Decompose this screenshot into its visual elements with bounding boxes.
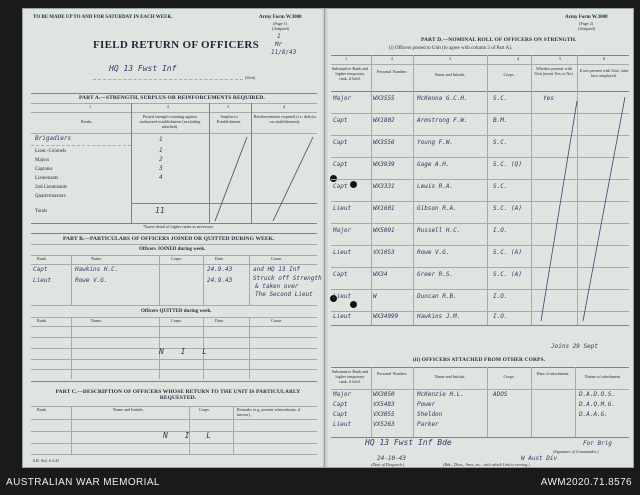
roll-row-6-number: WX1601 xyxy=(373,205,395,212)
part-c-col-corps: Corps. xyxy=(199,407,211,412)
roll-row-8-number: VX1053 xyxy=(373,249,395,256)
roll-row-3-number: WX3556 xyxy=(373,139,395,146)
part-c-col-remarks: Remarks (e.g. present whereabouts, if known). xyxy=(237,407,301,417)
part-a-col-ranks: Ranks. xyxy=(81,119,93,124)
joined-col-rank: Rank. xyxy=(37,256,47,261)
attached-row-2-nature: D.A.Q.M.G. xyxy=(579,401,616,408)
attached-row-2-name: Power xyxy=(417,401,436,408)
attached-col-nature: Nature of attachment. xyxy=(584,374,622,379)
joined-row-1-cause: and HQ 13 Inf xyxy=(253,266,300,273)
quitted-title: Officers QUITTED during week. xyxy=(141,309,212,314)
roll-row-9-rank: Capt xyxy=(333,271,348,278)
joined-row-2-date: 24.9.43 xyxy=(207,277,233,284)
roll-row-7-rank: Major xyxy=(333,227,352,234)
part-a-row-2-label: Lieut.-Colonels xyxy=(35,149,67,154)
roll-col-number: Personal Number. xyxy=(376,69,407,74)
part-a-row-1-value: 1 xyxy=(159,136,163,143)
roll-row-11-rank: Lieut xyxy=(333,313,352,320)
part-d-title: PART D.—NOMINAL ROLL OF OFFICERS ON STRENGTH. xyxy=(421,37,577,43)
unit-label: (Unit) xyxy=(245,75,256,80)
part-a-row-6-label: 2nd Lieutenants xyxy=(35,185,68,190)
roll-row-2-number: WX1802 xyxy=(373,117,395,124)
roll-row-10-number: W xyxy=(373,293,377,300)
handwritten-note-3: 11/8/43 xyxy=(271,49,297,56)
archive-name: AUSTRALIAN WAR MEMORIAL xyxy=(6,477,160,488)
despatch-date-label: (Date of Despatch.) xyxy=(371,462,405,467)
roll-row-10-rank: Lieut xyxy=(333,293,352,300)
attached-row-4-number: VX5263 xyxy=(373,421,395,428)
roll-row-5-corps: S.C. xyxy=(493,183,508,190)
part-a-col-posted: Posted strength counting against authorized establishment (excluding attached). xyxy=(139,114,201,129)
roll-row-1-corps: S.C. xyxy=(493,95,508,102)
attached-row-4-rank: Lieut xyxy=(333,421,352,428)
form-adapted-label-2: (Adapted) xyxy=(578,26,595,31)
attached-col-rank: Substantive Rank and higher temporary rank, if held. xyxy=(331,369,369,384)
joined-row-1-rank: Capt xyxy=(33,266,48,273)
roll-strike-mark xyxy=(531,91,629,325)
print-code: 6.R. Std. 6.4.43 xyxy=(33,458,60,463)
attached-col-corps: Corps. xyxy=(503,374,515,379)
part-a-totals-label: Totals xyxy=(35,209,48,214)
joined-extra-2: The Second Lieut xyxy=(255,291,313,298)
quitted-col-cause: Cause. xyxy=(271,318,283,323)
joined-row-1-name: Hawkins H.C. xyxy=(75,266,119,273)
part-a-col-num-1: 1 xyxy=(88,104,92,109)
part-a-col-num-3: 3 xyxy=(226,104,230,109)
joined-row-2-rank: Lieut xyxy=(33,277,52,284)
roll-row-9-corps: S.C. (A) xyxy=(493,271,522,278)
attached-row-2-number: VX5483 xyxy=(373,401,395,408)
attached-row-1-rank: Major xyxy=(333,391,352,398)
roll-col-corps: Corps. xyxy=(503,72,515,77)
roll-row-5-rank: Capt xyxy=(333,183,348,190)
roll-row-3-corps: S.C. xyxy=(493,139,508,146)
attached-row-1-number: WX3050 xyxy=(373,391,395,398)
signature-for: For Brig xyxy=(583,440,612,447)
part-a-row-2-value: 1 xyxy=(159,147,163,154)
joined-row-2-cause: Struck off Strength xyxy=(253,275,322,282)
roll-row-2-rank: Capt xyxy=(333,117,348,124)
roll-row-3-rank: Capt xyxy=(333,139,348,146)
roll-row-8-name: Rowe V.G. xyxy=(417,249,450,256)
roll-row-1-number: WX3555 xyxy=(373,95,395,102)
form-title: FIELD RETURN OF OFFICERS xyxy=(93,39,260,51)
roll-row-3-name: Young F.W. xyxy=(417,139,454,146)
joined-col-cause: Cause. xyxy=(271,256,283,261)
roll-col-num-3: 3 xyxy=(448,56,452,61)
roll-row-1-rank: Major xyxy=(333,95,352,102)
roll-row-2-corps: B.M. xyxy=(493,117,508,124)
attached-row-1-nature: D.A.D.O.S. xyxy=(579,391,616,398)
archive-reference: AWM2020.71.8576 xyxy=(540,477,632,488)
form-page-2 xyxy=(325,9,635,467)
roll-row-1-present: Yes xyxy=(543,95,554,102)
roll-row-5-name: Lewis R.A. xyxy=(417,183,454,190)
top-instruction: TO BE MADE UP TO AND FOR SATURDAY IN EACH WEEK. xyxy=(33,15,173,20)
attached-row-1-name: McKenzie H.L. xyxy=(417,391,464,398)
roll-row-11-corps: I.O. xyxy=(493,313,508,320)
attached-row-2-rank: Capt xyxy=(333,401,348,408)
handwritten-note-1: 1 xyxy=(277,33,281,40)
roll-row-9-name: Greer R.S. xyxy=(417,271,454,278)
roll-row-10-name: Duncan R.B. xyxy=(417,293,457,300)
part-c-col-rank: Rank. xyxy=(37,407,47,412)
unit-serving-hand: W Aust Div xyxy=(521,455,558,462)
roll-row-4-number: WX3939 xyxy=(373,161,395,168)
roll-col-num-1: 1 xyxy=(344,56,348,61)
part-a-row-3-value: 2 xyxy=(159,156,163,163)
part-a-col-surplus: Surplus to Establishment. xyxy=(216,114,242,124)
joined-row-1-date: 24.9.43 xyxy=(207,266,233,273)
joined-title: Officers JOINED during week. xyxy=(139,247,206,252)
roll-row-1-name: McKenna G.C.H. xyxy=(417,95,468,102)
despatch-date-hand: 24-10-43 xyxy=(377,455,406,462)
roll-col-present: Whether present with Unit (insert Yes or No). xyxy=(534,66,574,76)
part-a-row-4-label: Captains xyxy=(35,167,53,172)
part-a-col-num-2: 2 xyxy=(166,104,170,109)
roll-col-rank: Substantive Rank and higher temporary rank, if held. xyxy=(331,66,369,81)
form-number-2: Army Form W.3008 xyxy=(565,15,608,20)
part-c-nil: N I L xyxy=(163,431,218,440)
handwritten-note-2: Mr xyxy=(275,41,283,48)
signature-handwritten: HQ 13 Fwst Inf Bde xyxy=(365,438,452,447)
roll-row-5-number: WX3331 xyxy=(373,183,395,190)
part-d-subtitle: (i) Officers posted to Unit (to agree with column 2 of Part A). xyxy=(389,46,513,51)
roll-col-num-5: 5 xyxy=(558,56,562,61)
form-number: Army Form W.3008 xyxy=(259,15,302,20)
attached-col-name: Name and Initials. xyxy=(434,374,466,379)
form-page-label: (Page 1) xyxy=(273,21,288,26)
form-page-label-2: (Page 2) xyxy=(579,21,594,26)
part-a-row-7-label: Quartermasters xyxy=(35,194,66,199)
roll-row-8-corps: S.C. (A) xyxy=(493,249,522,256)
archive-caption-bar xyxy=(0,470,640,495)
attached-row-4-name: Parker xyxy=(417,421,439,428)
attached-row-3-name: Sheldon xyxy=(417,411,443,418)
roll-row-8-rank: Lieut xyxy=(333,249,352,256)
roll-row-4-rank: Capt xyxy=(333,161,348,168)
part-a-col-reinf: Reinforcements required (i.e. deficits on establishment). xyxy=(253,114,317,124)
part-a-row-3-label: Majors xyxy=(35,158,50,163)
attached-col-date: Date of attachment. xyxy=(536,371,570,376)
strike-through-mark xyxy=(209,133,317,223)
joined-col-date: Date. xyxy=(215,256,224,261)
roll-row-4-name: Gage A.H. xyxy=(417,161,450,168)
roll-row-6-name: Gibson R.A. xyxy=(417,205,457,212)
part-a-row-4-value: 3 xyxy=(159,165,163,172)
quitted-col-name: Name. xyxy=(91,318,103,323)
form-page-1 xyxy=(23,9,325,467)
roll-row-11-name: Hawkins J.M. xyxy=(417,313,461,320)
part-a-row-5-value: 4 xyxy=(159,174,163,181)
roll-row-7-corps: I.O. xyxy=(493,227,508,234)
part-a-title: PART A.—STRENGTH, SURPLUS OR REINFORCEMENTS REQUIRED. xyxy=(79,95,265,101)
joined-col-name: Name. xyxy=(91,256,103,261)
part-a-totals-value: 11 xyxy=(155,206,165,215)
roll-col-name: Name and Initials. xyxy=(434,72,466,77)
part-a-col-num-4: 4 xyxy=(282,104,286,109)
part-a-rank-hand: Brigadiers xyxy=(35,135,72,142)
roll-row-7-number: WX5091 xyxy=(373,227,395,234)
roll-row-6-corps: S.C. (A) xyxy=(493,205,522,212)
part-b-title: PART B.—PARTICULARS OF OFFICERS JOINED OR QUITTED DURING WEEK. xyxy=(63,236,275,242)
unit-handwritten: HQ 13 Fwst Inf xyxy=(109,64,177,73)
quitted-nil: N I L xyxy=(159,347,214,356)
unit-serving-label: (Bde., Divn., Area, etc., with which Unit is serving.) xyxy=(443,462,530,467)
quitted-col-corps: Corps. xyxy=(171,318,183,323)
quitted-col-date: Date. xyxy=(215,318,224,323)
part-ii-title: (ii) OFFICERS ATTACHED FROM OTHER CORPS. xyxy=(413,357,546,363)
insert-note: *Insert detail of higher ranks as necessary. xyxy=(143,224,215,229)
roll-col-employed: If not present with Unit, state how employed. xyxy=(579,68,629,78)
joined-col-corps: Corps. xyxy=(171,256,183,261)
roll-row-10-corps: I.O. xyxy=(493,293,508,300)
part-c-col-name: Name and Initials. xyxy=(113,407,144,412)
attached-row-3-nature: D.A.A.G. xyxy=(579,411,608,418)
attached-col-number: Personal Number. xyxy=(376,371,407,376)
roll-row-11-number: WX34999 xyxy=(373,313,399,320)
quitted-col-rank: Rank. xyxy=(37,318,47,323)
attached-row-1-corps: ADOS xyxy=(493,391,508,398)
part-ii-note: Joins 29 Sept xyxy=(551,343,598,350)
joined-row-2-name: Rowe V.G. xyxy=(75,277,108,284)
attached-row-3-number: VX3055 xyxy=(373,411,395,418)
roll-col-num-4: 4 xyxy=(516,56,520,61)
form-adapted-label: (Adapted) xyxy=(272,26,289,31)
roll-row-7-name: Russell H.C. xyxy=(417,227,461,234)
attached-row-3-rank: Capt xyxy=(333,411,348,418)
joined-extra-1: & taken over xyxy=(255,283,299,290)
roll-col-num-2: 2 xyxy=(390,56,394,61)
part-c-title: PART C.—DESCRIPTION OF OFFICERS WHOSE RETURN TO THE UNIT IS PARTICULARLY REQUESTED. xyxy=(55,389,301,401)
scanned-form xyxy=(22,8,634,468)
signature-label: (Signature of Commander.) xyxy=(553,449,599,454)
roll-row-9-number: WX34 xyxy=(373,271,388,278)
roll-row-6-rank: Lieut xyxy=(333,205,352,212)
part-a-row-5-label: Lieutenants xyxy=(35,176,59,181)
roll-col-num-6: 6 xyxy=(602,56,606,61)
roll-row-2-name: Armstrong F.W. xyxy=(417,117,468,124)
roll-row-4-corps: S.C. (Q) xyxy=(493,161,522,168)
